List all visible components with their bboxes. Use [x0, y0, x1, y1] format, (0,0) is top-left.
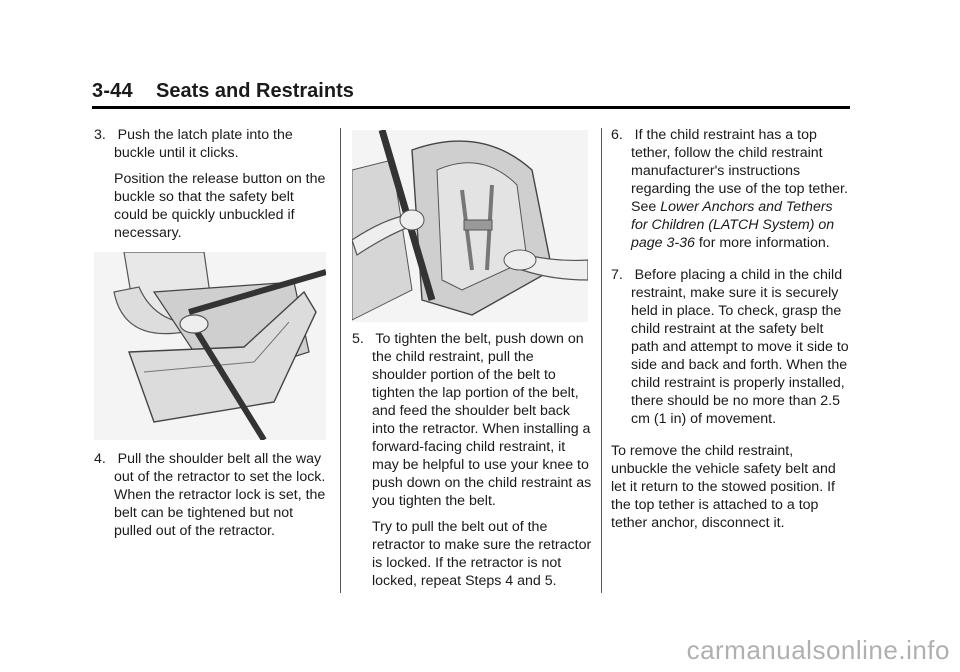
- step-number: 5.: [352, 331, 364, 347]
- column-1-lower: [94, 450, 328, 554]
- step-3: [94, 126, 328, 242]
- illustration-latch-plate: [94, 252, 326, 440]
- page-header: [92, 80, 850, 109]
- removal-paragraph: [611, 442, 851, 532]
- child-seat-illustration: [352, 130, 588, 322]
- step-subtext: Try to pull the belt out of the retractor to make sure the retractor is locked. If the retractor is not locked, repeat Steps 4 and 5.: [372, 519, 592, 589]
- step-5: [352, 330, 592, 590]
- step-number: 4.: [94, 451, 106, 467]
- column-2: [352, 330, 592, 604]
- watermark: carmanualsonline.info: [686, 635, 950, 665]
- step-text: Pull the shoulder belt all the way out of the retractor to set the lock. When the retractor lock is set, the belt can be tightened but not pulled out of the retractor.: [114, 451, 326, 539]
- column-divider: [340, 128, 341, 593]
- step-number: 7.: [611, 267, 623, 283]
- step-text: Before placing a child in the child restraint, make sure it is securely held in place. To check, grasp the child restraint at the safety belt path and attempt to move it side to side and back and forth. When the child restraint is properly installed, there should be no more than 2.5 cm (1 in) of movement.: [631, 267, 849, 427]
- step-text: Push the latch plate into the buckle until it clicks.: [114, 127, 293, 161]
- step-number: 6.: [611, 127, 623, 143]
- column-divider: [601, 128, 602, 593]
- column-3: [611, 126, 851, 546]
- page-number: 3-44: [92, 80, 133, 102]
- step-text: To tighten the belt, push down on the child restraint, pull the shoulder portion of the belt to tighten the lap portion of the belt, and feed the shoulder belt back into the retractor. When installing a forward-facing child restraint, it may be helpful to use your knee to push down on the child restraint as you tighten the belt.: [372, 331, 592, 509]
- step-6: [611, 126, 851, 252]
- seat-buckle-illustration: [94, 252, 326, 440]
- step-7: [611, 266, 851, 428]
- step-text-end: for more information.: [698, 235, 830, 251]
- step-subtext: Position the release button on the buckle so that the safety belt could be quickly unbuckled if necessary.: [114, 171, 326, 241]
- section-title: Seats and Restraints: [156, 80, 354, 102]
- step-4: [94, 450, 328, 540]
- step-text: If the child restraint has a top tether, follow the child restraint manufacturer's instructions regarding the use of the top tether. See: [631, 127, 848, 215]
- illustration-tighten-belt: [352, 130, 588, 322]
- step-number: 3.: [94, 127, 106, 143]
- column-1: [94, 126, 328, 256]
- paragraph-text: To remove the child restraint, unbuckle the vehicle safety belt and let it return to the stowed position. If the top tether is attached to a top tether anchor, disconnect it.: [611, 443, 836, 531]
- cross-reference-link[interactable]: Lower Anchors and Tethers for Children (LATCH System) on page 3-36: [631, 199, 835, 251]
